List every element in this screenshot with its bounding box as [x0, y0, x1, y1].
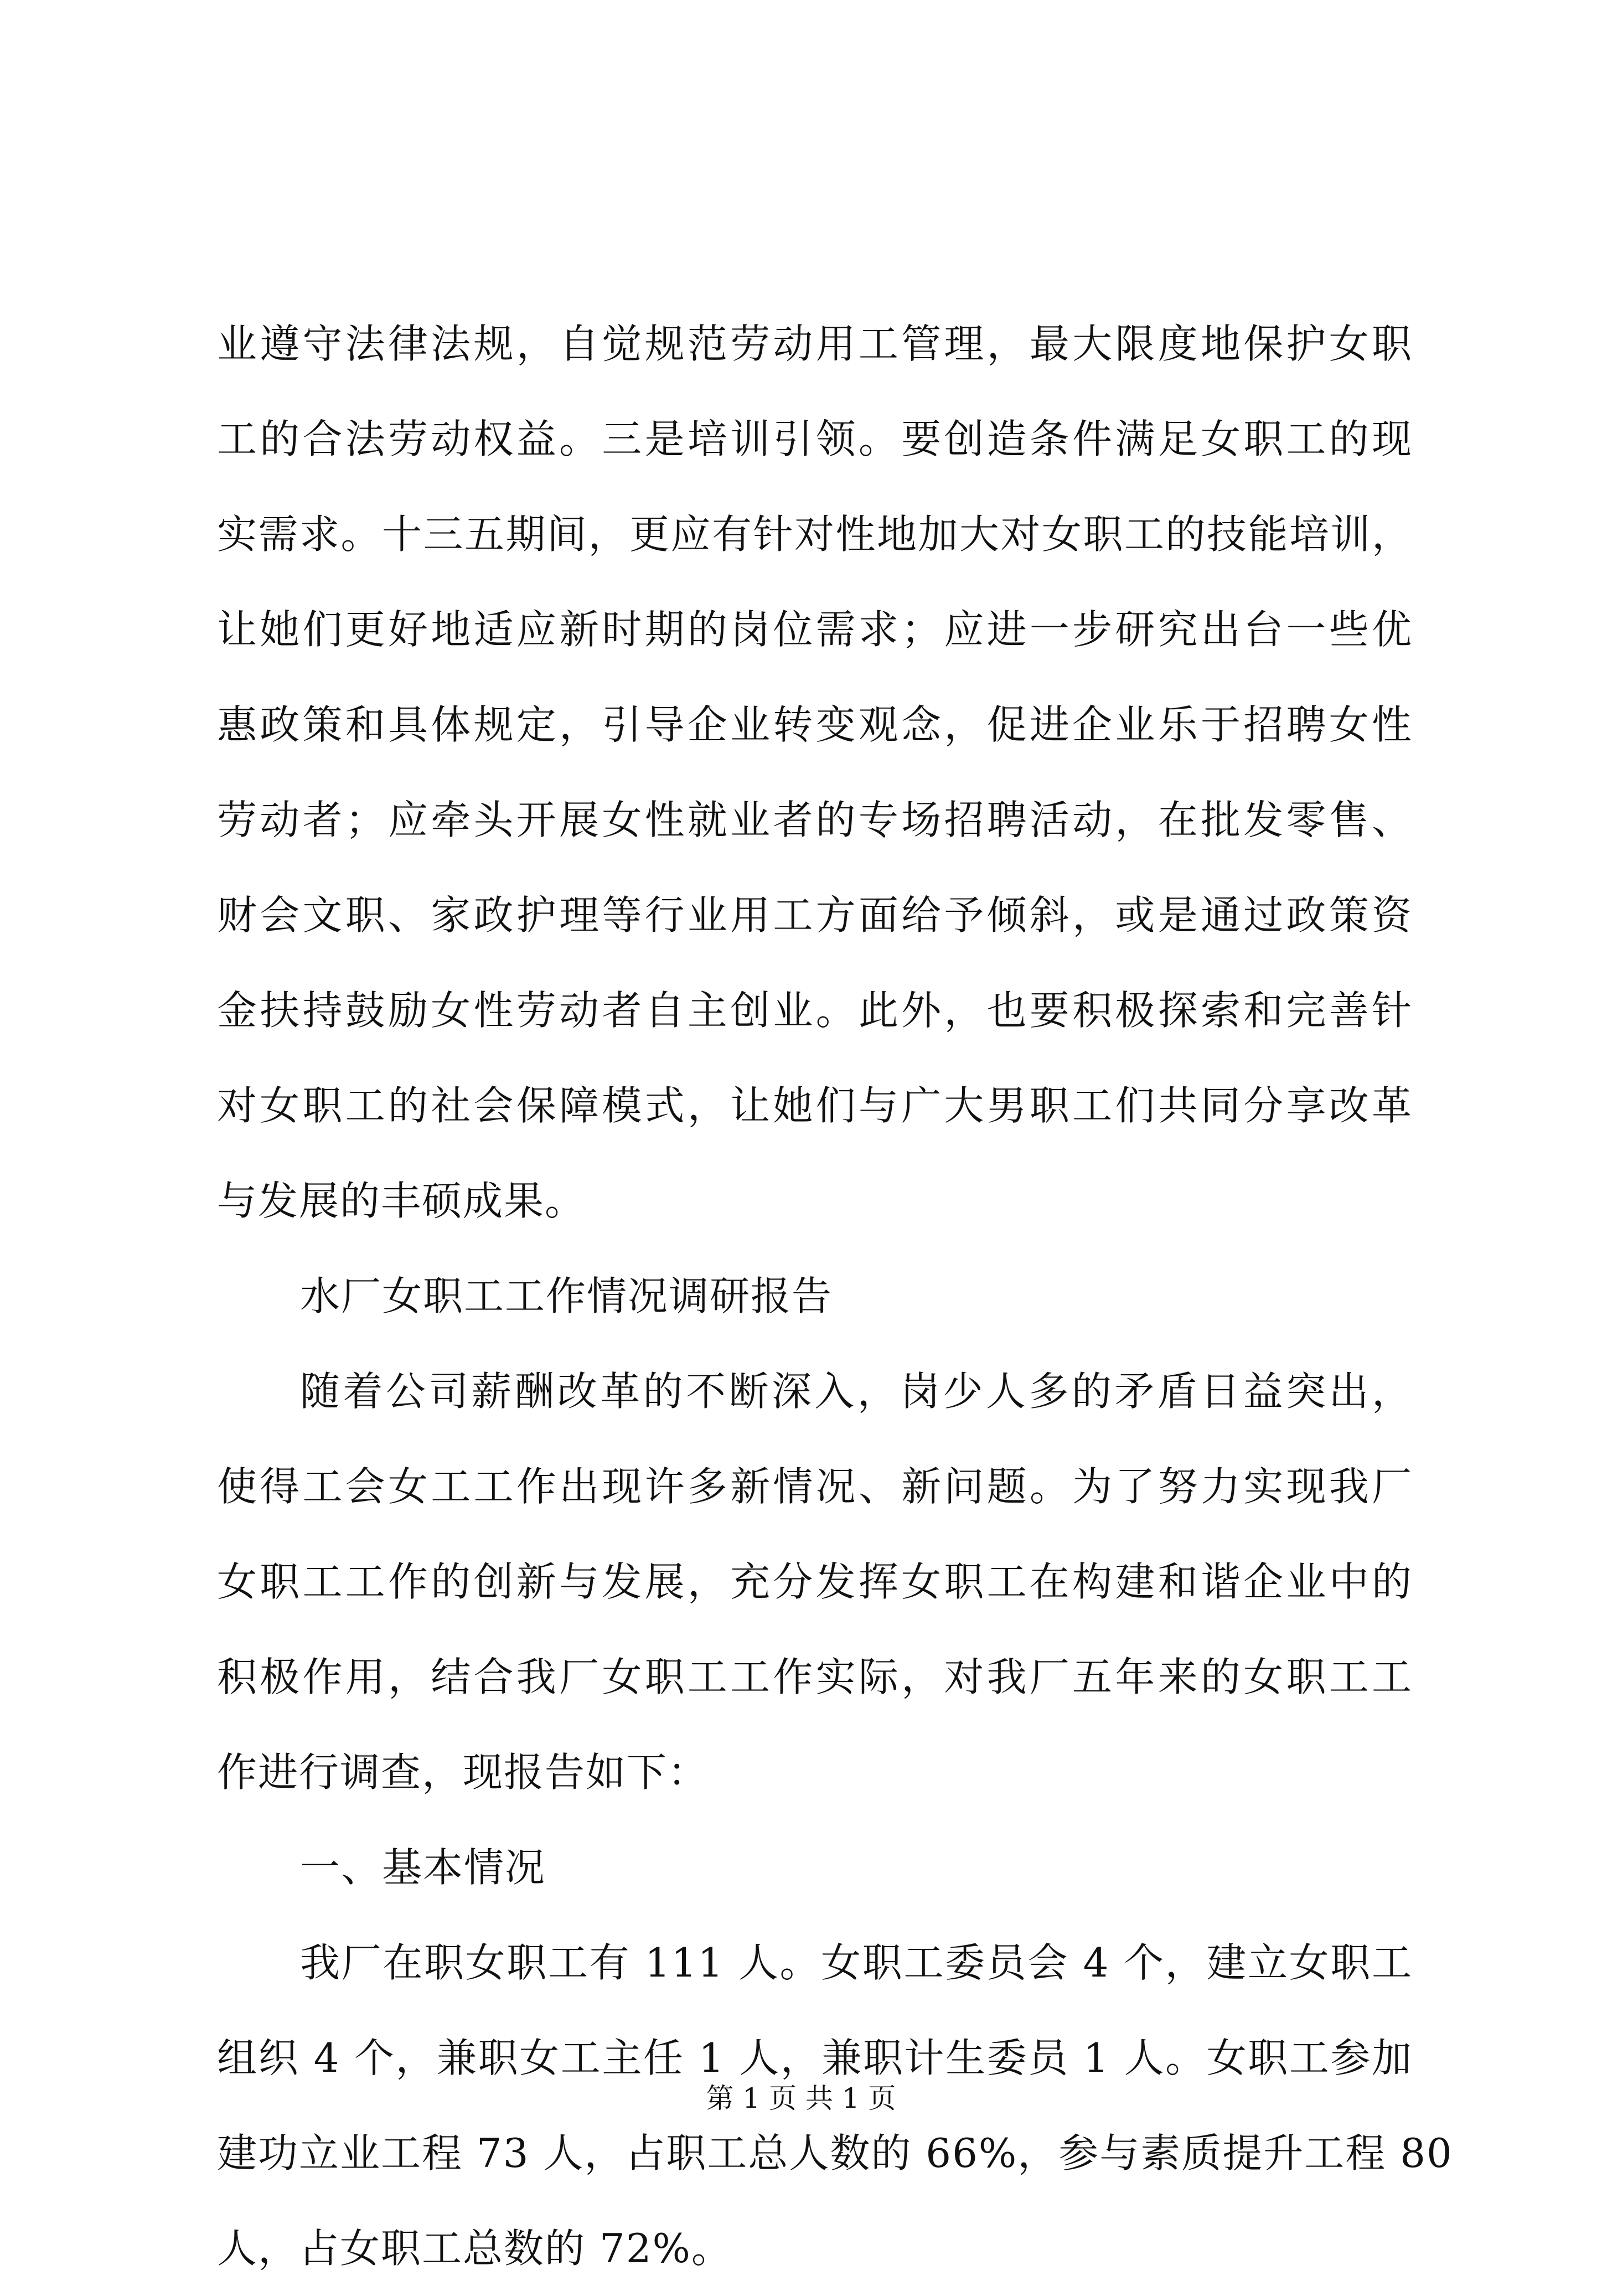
text-line: 劳动者；应牵头开展女性就业者的专场招聘活动，在批发零售、 — [217, 797, 1413, 843]
document-body — [217, 296, 1453, 2296]
text-line: 一、基本情况 — [300, 1844, 546, 1891]
text-line: 与发展的丰硕成果。 — [217, 1178, 586, 1224]
text-line: 随着公司薪酬改革的不断深入，岗少人多的矛盾日益突出， — [300, 1368, 1413, 1415]
text-line: 让她们更好地适应新时期的岗位需求；应进一步研究出台一些优 — [217, 606, 1413, 653]
text-line: 积极作用，结合我厂女职工工作实际，对我厂五年来的女职工工 — [217, 1654, 1413, 1700]
text-line: 对女职工的社会保障模式，让她们与广大男职工们共同分享改革 — [217, 1082, 1413, 1129]
text-line: 作进行调查，现报告如下： — [217, 1749, 709, 1795]
text-line: 实需求。十三五期间，更应有针对性地加大对女职工的技能培训， — [217, 511, 1413, 558]
text-line: 建功立业工程 73 人，占职工总人数的 66%，参与素质提升工程 80 — [217, 2130, 1453, 2176]
text-line: 女职工工作的创新与发展，充分发挥女职工在构建和谐企业中的 — [217, 1559, 1413, 1605]
text-line: 财会文职、家政护理等行业用工方面给予倾斜，或是通过政策资 — [217, 892, 1413, 938]
text-line: 人，占女职工总数的 72%。 — [217, 2225, 732, 2272]
text-line: 组织 4 个，兼职女工主任 1 人，兼职计生委员 1 人。女职工参加 — [217, 2035, 1413, 2081]
text-line: 业遵守法律法规，自觉规范劳动用工管理，最大限度地保护女职 — [217, 321, 1413, 367]
text-line: 使得工会女工工作出现许多新情况、新问题。为了努力实现我厂 — [217, 1463, 1413, 1510]
text-line: 工的合法劳动权益。三是培训引领。要创造条件满足女职工的现 — [217, 416, 1413, 462]
text-line: 金扶持鼓励女性劳动者自主创业。此外，也要积极探索和完善针 — [217, 987, 1413, 1034]
text-line: 我厂在职女职工有 111 人。女职工委员会 4 个，建立女职工 — [300, 1939, 1413, 1986]
page-footer: 第 1 页 共 1 页 — [706, 2082, 896, 2114]
text-line: 惠政策和具体规定，引导企业转变观念，促进企业乐于招聘女性 — [217, 701, 1413, 748]
text-line: 水厂女职工工作情况调研报告 — [300, 1273, 833, 1319]
